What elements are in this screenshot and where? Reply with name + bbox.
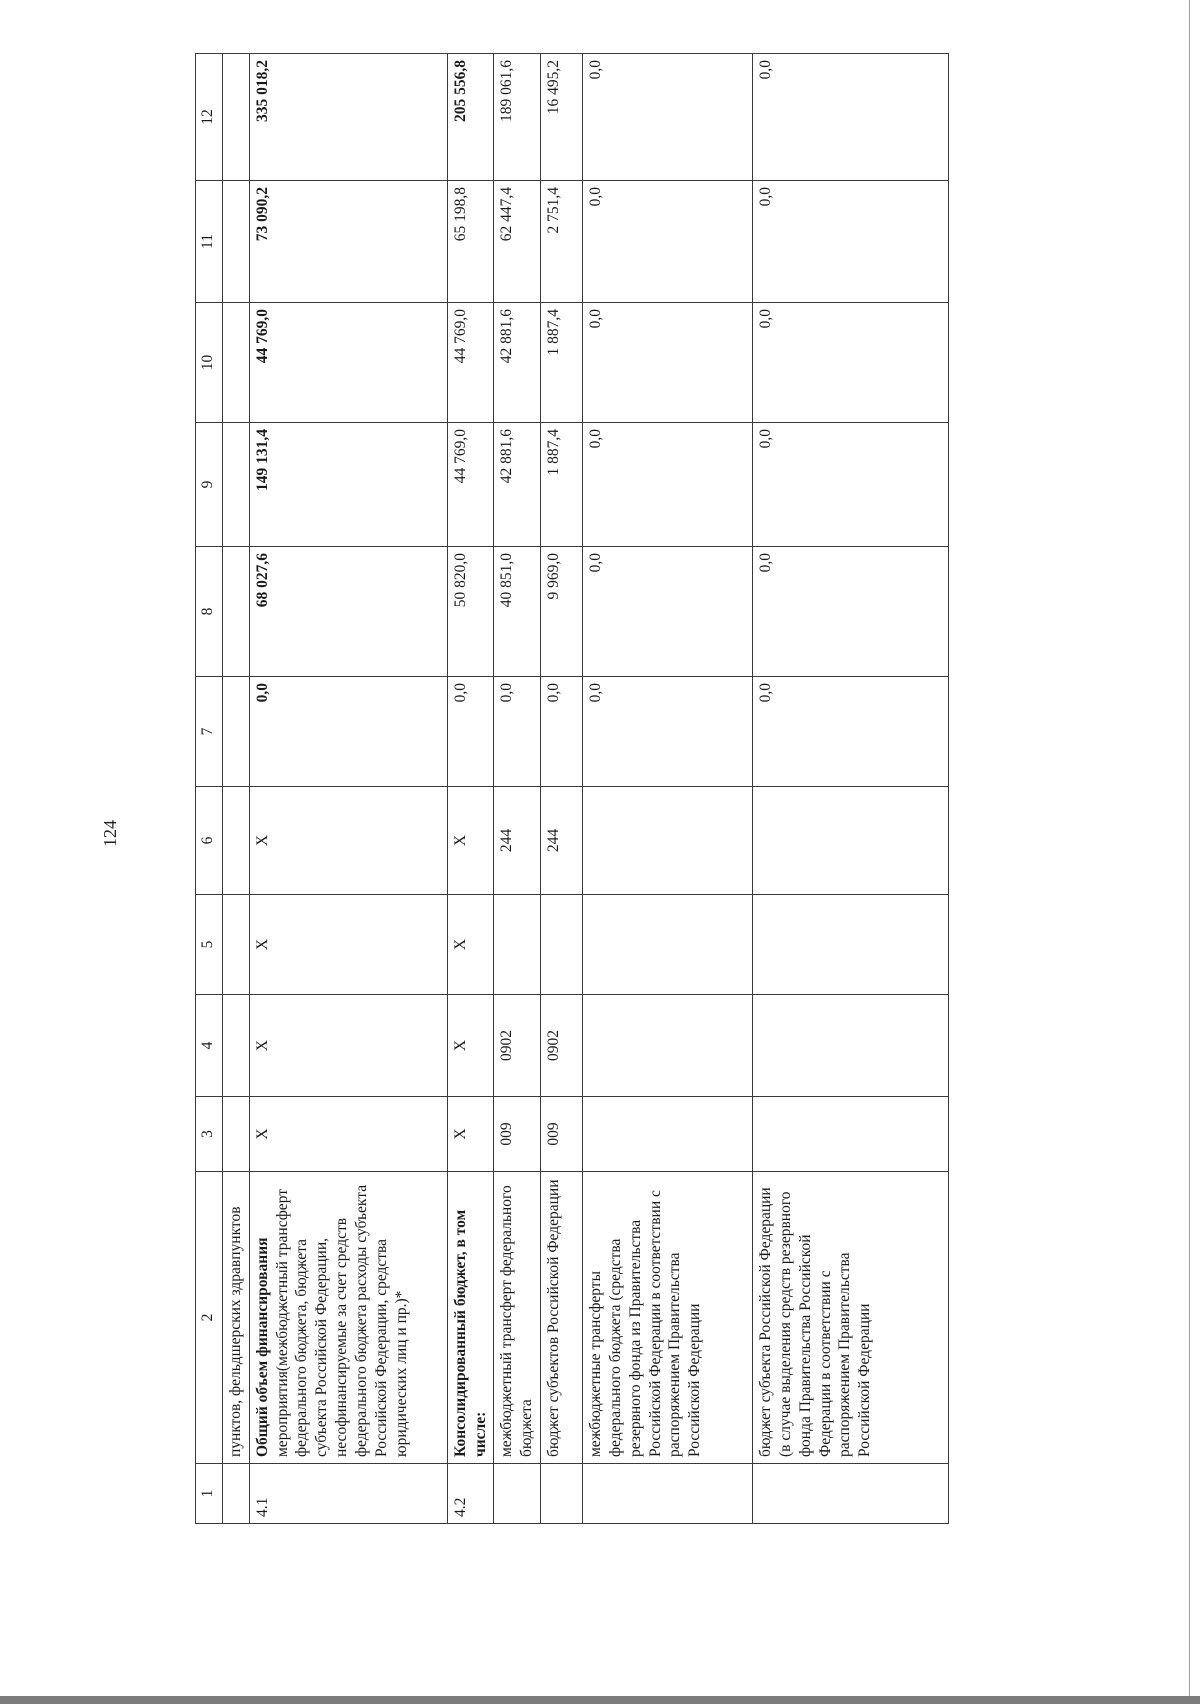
cell-c6: 244: [494, 787, 541, 895]
row-id: [753, 1464, 949, 1524]
cell-c3: X: [249, 1097, 447, 1172]
row-title: межбюджетные трансферты федерального бюджета (средства резервного фонда из Правительства Российской Федерации в соответствии с распоряжением Правительства Российской Федерации: [583, 1172, 753, 1464]
header-cell-1: 1: [196, 1464, 223, 1524]
row-id: [494, 1464, 541, 1524]
cell-c3: 009: [541, 1097, 583, 1172]
cell-c10: 0,0: [583, 303, 753, 423]
cell-c7: 0,0: [541, 677, 583, 787]
table-cell: [223, 54, 250, 181]
row-id: 4.2: [447, 1464, 494, 1524]
cell-c12: 189 061,6: [494, 54, 541, 181]
row-title-bold: Консолидированный бюджет, в том числе:: [451, 1209, 489, 1457]
header-cell-11: 11: [196, 181, 223, 303]
header-cell-10: 10: [196, 303, 223, 423]
table-row-continuation: [223, 54, 250, 1524]
cell-c12: 0,0: [583, 54, 753, 181]
row-title: межбюджетный трансферт федерального бюджета: [494, 1172, 541, 1464]
row-id: [541, 1464, 583, 1524]
header-cell-7: 7: [196, 677, 223, 787]
header-cell-8: 8: [196, 547, 223, 677]
cell-c8: 0,0: [753, 547, 949, 677]
table-cell: [223, 181, 250, 303]
cell-c6: X: [249, 787, 447, 895]
header-cell-6: 6: [196, 787, 223, 895]
cell-c6: 244: [541, 787, 583, 895]
cell-c10: 44 769,0: [249, 303, 447, 423]
row-title: бюджет субъекта Российской Федерации (в случае выделения средств резервного фонда Правительства Российской Федерации в соответствии с распоряжением Правительства Российской Федерации: [753, 1172, 949, 1464]
cell-c12: 0,0: [753, 54, 949, 181]
cell-c4: X: [249, 995, 447, 1097]
cell-c9: 44 769,0: [447, 423, 494, 547]
cell-c6: [753, 787, 949, 895]
cell-c5: X: [447, 895, 494, 995]
cell-c10: 0,0: [753, 303, 949, 423]
row-title: [249, 1172, 447, 1464]
table-cell: [223, 787, 250, 895]
cell-c8: 50 820,0: [447, 547, 494, 677]
cell-c9: 42 881,6: [494, 423, 541, 547]
table-cell: [223, 895, 250, 995]
header-cell-9: 9: [196, 423, 223, 547]
cell-c3: 009: [494, 1097, 541, 1172]
cell-c11: 73 090,2: [249, 181, 447, 303]
cell-c8: 9 969,0: [541, 547, 583, 677]
cell-c10: 1 887,4: [541, 303, 583, 423]
cell-c7: 0,0: [583, 677, 753, 787]
budget-table: [195, 53, 949, 1524]
page-number: 124: [100, 820, 120, 847]
cell-c3: [753, 1097, 949, 1172]
cell-c11: 62 447,4: [494, 181, 541, 303]
cell-c4: 0902: [541, 995, 583, 1097]
continuation-text: пунктов, фельдшерских здравпунктов: [223, 1172, 250, 1464]
cell-c3: X: [447, 1097, 494, 1172]
cell-c4: X: [447, 995, 494, 1097]
cell-c9: 1 887,4: [541, 423, 583, 547]
table-cell: [223, 677, 250, 787]
cell-c8: 0,0: [583, 547, 753, 677]
cell-c5: [583, 895, 753, 995]
page-right-edge: [1189, 0, 1200, 1704]
page-bottom-edge: [0, 1696, 1200, 1704]
table-row: [249, 54, 447, 1524]
cell-c5: [494, 895, 541, 995]
cell-c9: 0,0: [753, 423, 949, 547]
row-id: [583, 1464, 753, 1524]
row-title: [447, 1172, 494, 1464]
table-row: [494, 54, 541, 1524]
table-cell: [223, 423, 250, 547]
cell-c12: 205 556,8: [447, 54, 494, 181]
cell-c8: 68 027,6: [249, 547, 447, 677]
table-cell: [223, 995, 250, 1097]
cell-c5: [753, 895, 949, 995]
cell-c4: [583, 995, 753, 1097]
cell-c9: 0,0: [583, 423, 753, 547]
cell-c6: X: [447, 787, 494, 895]
cell-c7: 0,0: [249, 677, 447, 787]
table-header-row: [196, 54, 223, 1524]
cell-c10: 42 881,6: [494, 303, 541, 423]
header-cell-4: 4: [196, 995, 223, 1097]
cell-c10: 44 769,0: [447, 303, 494, 423]
table-cell: [223, 303, 250, 423]
table-row: [753, 54, 949, 1524]
row-id: 4.1: [249, 1464, 447, 1524]
table-cell: [223, 1097, 250, 1172]
cell-c11: 0,0: [583, 181, 753, 303]
cell-c4: 0902: [494, 995, 541, 1097]
cell-c6: [583, 787, 753, 895]
row-title-bold: Общий объем финансирования: [253, 1237, 271, 1457]
cell-c9: 149 131,4: [249, 423, 447, 547]
table-row: [583, 54, 753, 1524]
cell-c12: 335 018,2: [249, 54, 447, 181]
header-cell-5: 5: [196, 895, 223, 995]
rotated-table-container: [195, 60, 1045, 1524]
header-cell-2: 2: [196, 1172, 223, 1464]
table-row: [541, 54, 583, 1524]
cell-c7: 0,0: [494, 677, 541, 787]
table-cell: [223, 1464, 250, 1524]
header-cell-12: 12: [196, 54, 223, 181]
cell-c4: [753, 995, 949, 1097]
cell-c5: [541, 895, 583, 995]
cell-c11: 0,0: [753, 181, 949, 303]
header-cell-3: 3: [196, 1097, 223, 1172]
table-row: [447, 54, 494, 1524]
cell-c12: 16 495,2: [541, 54, 583, 181]
cell-c7: 0,0: [753, 677, 949, 787]
cell-c11: 2 751,4: [541, 181, 583, 303]
row-title: бюджет субъектов Российской Федерации: [541, 1172, 583, 1464]
cell-c8: 40 851,0: [494, 547, 541, 677]
cell-c11: 65 198,8: [447, 181, 494, 303]
table-cell: [223, 547, 250, 677]
cell-c3: [583, 1097, 753, 1172]
row-title-rest: мероприятия(межбюджетный трансферт федерального бюджета, бюджета субъекта Российской Федерации, несофинансируемые за счет средств федерального бюджета расходы субъекта Российской Федерации, средства юридических лиц и пр.)*: [273, 1184, 410, 1457]
cell-c7: 0,0: [447, 677, 494, 787]
cell-c5: X: [249, 895, 447, 995]
